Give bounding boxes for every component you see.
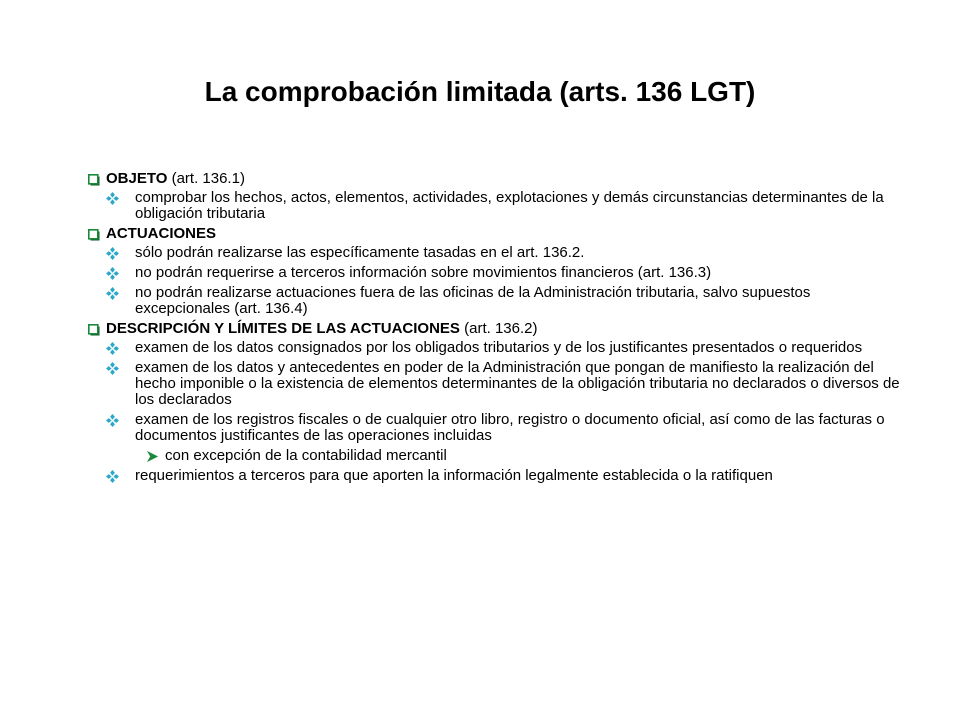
list-item: [88, 340, 908, 356]
section-heading: OBJETO: [106, 170, 168, 187]
section-reference: (art. 136.2): [459, 320, 538, 337]
list-item-text: sólo podrán realizarse las específicamente tasadas en el art. 136.2.: [135, 244, 585, 261]
list-item: [88, 412, 908, 444]
list-item-text: comprobar los hechos, actos, elementos, actividades, explotaciones y demás circunstancias determinantes de la obligación tributaria: [135, 189, 884, 222]
four-diamond-bullet-icon: [106, 414, 119, 427]
section-descripcion-limites: [88, 321, 908, 337]
hollow-square-bullet-icon: [88, 324, 100, 336]
hollow-square-bullet-icon: [88, 174, 100, 186]
list-item-text: examen de los registros fiscales o de cualquier otro libro, registro o documento oficial, así como de las facturas o documentos justificantes de las operaciones incluidas: [135, 411, 885, 444]
list-item-text: no podrán requerirse a terceros información sobre movimientos financieros (art. 136.3): [135, 264, 712, 281]
list-item: [88, 245, 908, 261]
sub-list-item: [88, 448, 908, 464]
slide-title: La comprobación limitada (arts. 136 LGT): [204, 76, 756, 107]
four-diamond-bullet-icon: [106, 192, 119, 205]
list-item-text: no podrán realizarse actuaciones fuera de las oficinas de la Administración tributaria, salvo supuestos excepcionales (art. 136.4): [135, 284, 811, 317]
list-item: [88, 285, 908, 317]
list-item: [88, 190, 908, 222]
list-item: [88, 468, 908, 484]
four-diamond-bullet-icon: [106, 470, 119, 483]
four-diamond-bullet-icon: [106, 267, 119, 280]
four-diamond-bullet-icon: [106, 342, 119, 355]
list-item-text: examen de los datos consignados por los obligados tributarios y de los justificantes presentados o requeridos: [135, 339, 863, 356]
list-item-text: requerimientos a terceros para que aporten la información legalmente establecida o la ratifiquen: [135, 467, 773, 484]
hollow-square-bullet-icon: [88, 229, 100, 241]
sub-list-item-text: con excepción de la contabilidad mercantil: [165, 447, 447, 464]
section-heading: ACTUACIONES: [106, 225, 217, 242]
section-heading: DESCRIPCIÓN Y LÍMITES DE LAS ACTUACIONES: [106, 320, 460, 337]
section-reference: (art. 136.1): [167, 170, 245, 187]
list-item: [88, 360, 908, 408]
four-diamond-bullet-icon: [106, 362, 119, 375]
four-diamond-bullet-icon: [106, 247, 119, 260]
slide-content: [88, 171, 908, 488]
arrowhead-bullet-icon: [146, 450, 159, 463]
section-actuaciones: [88, 226, 908, 242]
four-diamond-bullet-icon: [106, 287, 119, 300]
list-item-text: examen de los datos y antecedentes en poder de la Administración que pongan de manifiesto la realización del hecho imponible o la existencia de elementos determinantes de la obligación tributaria no declarados o diversos de los declarados: [135, 359, 900, 408]
list-item: [88, 265, 908, 281]
section-objeto: [88, 171, 908, 187]
